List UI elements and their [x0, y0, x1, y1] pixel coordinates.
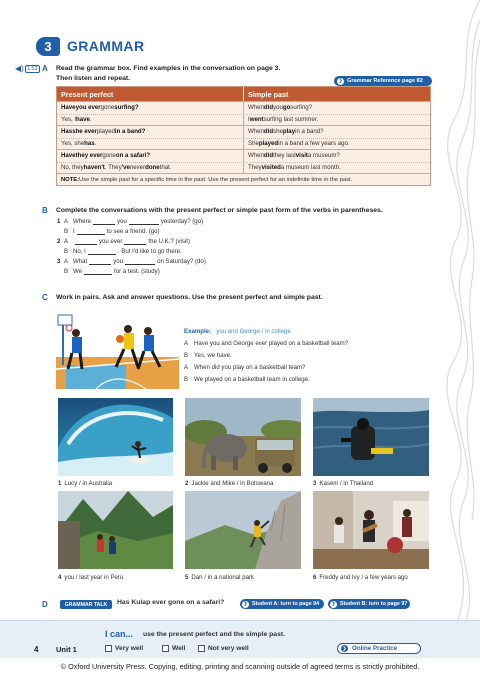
caption-text: Lucy / in Australia: [64, 480, 113, 487]
speaker-letter: A: [184, 340, 189, 347]
answer-blank[interactable]: [129, 218, 159, 225]
grammar-table-body: [57, 101, 430, 173]
section-letter-c: C: [42, 293, 48, 302]
line-text: Where: [73, 217, 91, 225]
grammar-fragment: visited: [261, 164, 281, 172]
speaker-letter: B: [64, 227, 69, 235]
note-label: NOTE:: [61, 176, 80, 183]
answer-blank[interactable]: [77, 228, 105, 235]
arrow-circle-icon: ❯: [331, 601, 336, 607]
grammar-fragment: She: [248, 140, 259, 148]
grammar-fragment: go: [282, 104, 291, 112]
exercise-b-line: [57, 246, 182, 256]
self-check-label: Not very well: [208, 645, 249, 652]
grammar-fragment: Have: [61, 152, 76, 160]
student-a-label: Student A: turn to page 94: [252, 601, 320, 607]
grammar-fragment: visit: [295, 152, 308, 160]
instruction-a-line1: Read the grammar box. Find examples in the conversation on page 3.: [56, 65, 281, 72]
caption-number: 5: [185, 574, 189, 581]
grammar-fragment: a museum last month.: [280, 164, 341, 172]
column-present-perfect: Present perfect: [57, 87, 244, 101]
example-line: [184, 362, 348, 374]
self-check-well[interactable]: [162, 645, 185, 652]
checkbox-icon[interactable]: [198, 645, 205, 652]
caption-text: Kasem / in Thailand: [319, 480, 374, 487]
example-line: [184, 338, 348, 350]
instruction-a-line2: Then listen and repeat.: [56, 75, 131, 82]
example-text: When did you play on a basketball team?: [194, 364, 306, 371]
grammar-fragment: have: [76, 116, 90, 124]
speaker-letter: A: [64, 237, 69, 245]
i-can-text: use the present perfect and the simple past.: [143, 631, 286, 638]
instruction-c: Work in pairs. Ask and answer questions. Use the present perfect and simple past.: [56, 294, 323, 301]
checkbox-icon[interactable]: [162, 645, 169, 652]
caption-text: Jackie and Mike / in Botswana: [191, 480, 274, 487]
example-label: Example:: [184, 328, 212, 335]
grammar-row: [57, 162, 430, 174]
section-number-badge: 3: [36, 37, 60, 56]
simple-past-cell: [244, 163, 430, 174]
student-b-label: Student B: turn to page 97: [340, 601, 408, 607]
grammar-reference-label: Grammar Reference page 82: [347, 78, 423, 84]
grammar-fragment: in a band?: [295, 128, 324, 136]
grammar-fragment: play: [282, 128, 296, 136]
grammar-fragment: a museum?: [307, 152, 340, 160]
unit-label: Unit 1: [56, 645, 77, 654]
grammar-fragment: did: [263, 104, 274, 112]
line-text: for a test. (study): [114, 267, 160, 275]
item-number: 3: [57, 257, 61, 265]
line-text: to see a friend. (go): [106, 227, 160, 235]
photo-caption-3: [313, 480, 373, 487]
line-text: . But I'd like to go there.: [117, 247, 182, 255]
section-letter-b: B: [42, 206, 48, 215]
line-text: you: [116, 217, 127, 225]
grammar-fragment: haven't: [83, 164, 105, 172]
grammar-fragment: I: [248, 116, 250, 124]
item-number: 2: [57, 237, 61, 245]
line-text: What: [73, 257, 88, 265]
grammar-row: [57, 150, 430, 162]
grammar-group: [57, 125, 430, 149]
example-line: [184, 374, 348, 386]
photo-caption-6: [313, 574, 408, 581]
caption-text: Dan / in a national park: [191, 574, 255, 581]
caption-number: 4: [58, 574, 62, 581]
grammar-fragment: gone: [102, 152, 116, 160]
self-check-very-well[interactable]: [105, 645, 143, 652]
line-text: on Saturday? (do): [157, 257, 206, 265]
i-can-heading: I can...: [105, 629, 134, 639]
photo-caption-5: [185, 574, 254, 581]
arrow-circle-icon: ❯: [243, 601, 248, 607]
photo-diving: [313, 398, 429, 476]
exercise-b-line: [57, 236, 190, 246]
photo-surfing: [58, 398, 173, 476]
grammar-group: [57, 101, 430, 125]
photo-caption-1: [58, 480, 112, 487]
grammar-fragment: .: [94, 140, 97, 148]
example-lines: [184, 338, 348, 386]
present-perfect-cell: [57, 163, 244, 174]
speaker-letter: A: [64, 257, 69, 265]
grammar-fragment: When: [248, 104, 264, 112]
answer-blank[interactable]: [125, 258, 155, 265]
exercise-b-line: [57, 226, 160, 236]
caption-number: 2: [185, 480, 189, 487]
present-perfect-cell: [57, 139, 244, 150]
self-check-label: Well: [172, 645, 186, 652]
grammar-fragment: Yes, she: [61, 140, 85, 148]
example-dialogue: [184, 326, 348, 386]
arrow-circle-icon: ❯: [338, 78, 343, 84]
caption-number: 3: [313, 480, 317, 487]
instruction-b: Complete the conversations with the present perfect or simple past form of the verbs in parentheses.: [56, 207, 383, 214]
present-perfect-cell: [57, 150, 244, 162]
audio-icon: ◀): [15, 64, 24, 73]
grammar-fragment: on a safari?: [115, 152, 151, 160]
grammar-fragment: .: [89, 116, 92, 124]
grammar-fragment: They: [248, 164, 262, 172]
grammar-fragment: No, they: [61, 164, 84, 172]
grammar-fragment: 've: [121, 164, 130, 172]
photo-caption-4: [58, 574, 123, 581]
self-check-not-very-well[interactable]: [198, 645, 249, 652]
speaker-letter: A: [64, 217, 69, 225]
answer-blank[interactable]: [93, 218, 115, 225]
grammar-fragment: played: [258, 140, 279, 148]
basketball-illustration: [56, 309, 179, 389]
grammar-fragment: did: [263, 128, 274, 136]
speaker-letter: B: [184, 352, 189, 359]
answer-blank[interactable]: [89, 258, 111, 265]
speaker-letter: B: [64, 267, 69, 275]
line-text: No, I: [73, 247, 86, 255]
example-text: Have you and George ever played on a basketball team?: [194, 340, 349, 347]
grammar-fragment: did: [263, 152, 274, 160]
online-practice-button[interactable]: [337, 643, 421, 654]
item-number: 1: [57, 217, 61, 225]
section-letter-a: A: [42, 64, 48, 73]
student-a-button[interactable]: [240, 599, 324, 609]
grammar-fragment: Yes, I: [61, 116, 77, 124]
grammar-row: [57, 126, 430, 138]
grammar-fragment: you ever: [75, 104, 101, 112]
grammar-fragment: When: [248, 128, 264, 136]
grammar-fragment: When: [248, 152, 264, 160]
grammar-group: [57, 149, 430, 173]
photo-band: [313, 491, 429, 569]
note-text: Use the simple past for a specific time in the past. Use the present perfect for an indefinite time in the past.: [79, 176, 353, 183]
example-text: We played on a basketball team in college.: [194, 376, 310, 383]
grammar-row: [57, 114, 430, 126]
grammar-fragment: that.: [159, 164, 172, 172]
grammar-fragment: surfing?: [114, 104, 139, 112]
caption-text: you / last year in Peru: [64, 574, 124, 581]
photo-peru-hiking: [58, 491, 173, 569]
grammar-fragment: Have: [61, 104, 76, 112]
caption-number: 1: [58, 480, 62, 487]
exercise-b-line: [57, 256, 206, 266]
example-prompt: you and George / in college: [216, 328, 291, 335]
grammar-fragment: played: [96, 128, 115, 136]
grammar-fragment: you: [273, 104, 283, 112]
example-line: [184, 350, 348, 362]
online-practice-label: Online Practice: [352, 645, 398, 652]
grammar-fragment: done: [145, 164, 160, 172]
grammar-fragment: she ever: [72, 128, 97, 136]
example-text: Yes, we have.: [194, 352, 232, 359]
simple-past-cell: [244, 150, 430, 162]
decorative-swirl-border: [446, 0, 480, 620]
present-perfect-cell: [57, 102, 244, 114]
caption-number: 6: [313, 574, 317, 581]
speaker-letter: B: [184, 376, 189, 383]
grammar-fragment: they last: [273, 152, 296, 160]
copyright-notice: © Oxford University Press. Copying, editing, printing and scanning outside of agreed terms is strictly prohibited.: [60, 662, 420, 671]
line-text: you: [113, 257, 124, 265]
photo-rock-climbing: [185, 491, 301, 569]
self-check-label: Very well: [115, 645, 144, 652]
grammar-fragment: surfing last summer.: [263, 116, 319, 124]
line-text: I: [73, 227, 75, 235]
grammar-note: [57, 173, 430, 185]
track-number: 1.53: [26, 65, 38, 72]
line-text: you ever: [99, 237, 123, 245]
grammar-talk-question: Has Kulap ever gone on a safari?: [117, 599, 225, 606]
grammar-talk-badge: GRAMMAR TALK: [60, 600, 112, 609]
grammar-fragment: in a band?: [114, 128, 146, 136]
speaker-letter: A: [184, 364, 189, 371]
grammar-row: [57, 102, 430, 114]
grammar-reference-button[interactable]: [334, 76, 432, 86]
simple-past-cell: [244, 126, 430, 138]
photo-safari: [185, 398, 301, 476]
section-letter-d: D: [42, 600, 48, 609]
simple-past-cell: [244, 139, 430, 150]
grammar-fragment: went: [249, 116, 264, 124]
checkbox-icon[interactable]: [105, 645, 112, 652]
grammar-table-header: [57, 87, 430, 101]
section-title: GRAMMAR: [67, 38, 145, 54]
grammar-fragment: never: [129, 164, 146, 172]
exercise-b-line: [57, 216, 203, 226]
student-b-button[interactable]: [328, 599, 410, 609]
section-header: [36, 35, 144, 57]
grammar-fragment: they ever: [75, 152, 103, 160]
grammar-fragment: . They: [104, 164, 122, 172]
audio-track[interactable]: [15, 64, 40, 73]
grammar-table: [56, 86, 431, 186]
exercise-b-line: [57, 266, 160, 276]
line-text: We: [73, 267, 83, 275]
present-perfect-cell: [57, 126, 244, 138]
answer-blank[interactable]: [75, 238, 97, 245]
grammar-fragment: has: [84, 140, 95, 148]
simple-past-cell: [244, 115, 430, 126]
arrow-circle-icon: ❯: [342, 645, 347, 652]
caption-text: Freddy and Ivy / a few years ago: [319, 574, 408, 581]
speaker-letter: B: [64, 247, 69, 255]
grammar-fragment: gone: [100, 104, 115, 112]
simple-past-cell: [244, 102, 430, 114]
column-simple-past: Simple past: [248, 89, 289, 99]
line-text: yesterday? (go): [160, 217, 204, 225]
page-number: 4: [34, 645, 39, 654]
grammar-row: [57, 138, 430, 150]
grammar-fragment: she: [273, 128, 283, 136]
grammar-fragment: in a band a few years ago.: [278, 140, 350, 148]
photo-caption-2: [185, 480, 273, 487]
line-text: the U.K.? (visit): [148, 237, 191, 245]
grammar-fragment: Has: [61, 128, 73, 136]
grammar-fragment: surfing?: [290, 104, 313, 112]
answer-blank[interactable]: [88, 248, 116, 255]
answer-blank[interactable]: [124, 238, 146, 245]
present-perfect-cell: [57, 115, 244, 126]
answer-blank[interactable]: [84, 268, 112, 275]
